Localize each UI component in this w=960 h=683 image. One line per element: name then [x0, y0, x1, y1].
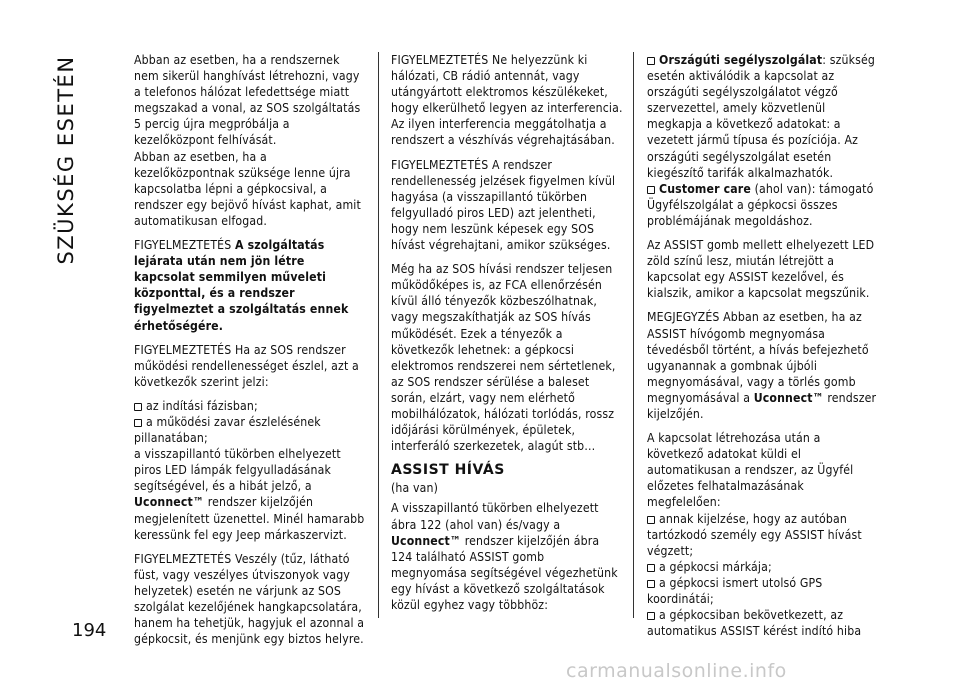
- list-item-title: Országúti segélyszolgálat: [659, 53, 823, 67]
- section-heading: ASSIST HÍVÁS: [391, 462, 505, 479]
- list-item: [647, 511, 879, 559]
- bullet-icon: [134, 419, 142, 427]
- chapter-title: SZÜKSÉG ESETÉN: [54, 55, 78, 265]
- text-run: rendszer kijelzőjén megjelenített üzenettel. Minél hamarabb keressünk fel egy Jeep márkaszervizt.: [134, 495, 365, 542]
- bullet-icon: [647, 57, 655, 65]
- paragraph: Abban az esetben, ha a rendszernek nem sikerül hanghívást létrehozni, vagy a telefonos hálózat lefedettsége miatt megszakad a vonal, az SOS szolgáltatás 5 percig újra megpróbálja a kezelőközpont felhívását.: [134, 53, 361, 148]
- list-item-title: Customer care: [659, 181, 751, 196]
- paragraph: [391, 500, 623, 613]
- list-item-text: az indítási fázisban;: [146, 398, 258, 413]
- list-item-text: a gépkocsiban bekövetkezett, az automatikus ASSIST kérést indító hiba: [647, 608, 862, 639]
- warning-paragraph: FIGYELMEZTETÉS Veszély (tűz, látható füst, vagy veszélyes útviszonyok vagy helyzetek) esetén ne várjunk az SOS szolgálat kezelőjének hangkapcsolatára, hanem ha tehetjük, hagyjuk el azonnal a gépkocsit, és menjünk egy biztos helyre.: [134, 551, 365, 647]
- bullet-icon: [647, 580, 655, 588]
- list-item-text: a gépkocsi ismert utolsó GPS koordinátái;: [647, 575, 823, 606]
- text-run: rendszer kijelzőjén ábra 124 található ASSIST gomb megnyomása segítségével végezhetünk egy hívást a következő szolgáltatások közül egyhez vagy többhöz:: [391, 533, 618, 612]
- paragraph: Még ha az SOS hívási rendszer teljesen működőképes is, az FCA ellenőrzésén kívül álló tényezők közbeszólhatnak, vagy megszakíthatják az SOS hívás működését. Ezek a tényezők a következők lehetnek: a gépkocsi elektromos rendszerei nem sértetlenek, az SOS rendszer sérülése a baleset során, elzárt, vagy nem elérhető mobilhálózatok, hálózati torlódás, rossz időjárási körülmények, épületek, interferáló szerkezetek, alagút stb…: [391, 262, 616, 454]
- text-column-3: [647, 52, 879, 639]
- text-run: rendszer kijelzőjén.: [647, 390, 877, 421]
- list-item-text: annak kijelzése, hogy az autóban tartózkodó személy egy ASSIST hívást végzett;: [647, 511, 862, 558]
- text-run: A visszapillantó tükörben elhelyezett ábra 122 (ahol van) és/vagy a: [391, 501, 599, 532]
- list-item: [647, 52, 879, 181]
- warning-text: A szolgáltatás lejárata után nem jön létre kapcsolat semmilyen műveleti központtal, és a rendszer figyelmeztet a szolgáltatás ennek érhetőségére.: [134, 238, 349, 333]
- warning-paragraph: [134, 237, 366, 334]
- brand-name: Uconnect™: [753, 390, 824, 405]
- paragraph: [134, 446, 366, 543]
- warning-paragraph: FIGYELMEZTETÉS Ha az SOS rendszer működési rendellenességet észlel, azt a következők szerint jelzi:: [134, 342, 359, 389]
- list-item: [134, 398, 366, 414]
- warning-label: FIGYELMEZTETÉS: [134, 238, 235, 253]
- note-paragraph: [647, 309, 879, 422]
- section-subheading: (ha van): [391, 481, 439, 496]
- list-item: [647, 559, 879, 575]
- list-item-text: (ahol van): támogató Ügyfélszolgálat a gépkocsi összes problémájának megoldáshoz.: [647, 181, 874, 228]
- list-item: [134, 414, 366, 446]
- brand-name: Uconnect™: [391, 533, 462, 548]
- text-run: MEGJEGYZÉS Abban az esetben, ha az ASSIST hívógomb megnyomása tévedésből történt, a hívás befejezhető ugyanannak a gombnak újbóli megnyomásával, vagy a törlés gomb megnyomásával a: [647, 310, 869, 405]
- text-column-2: [391, 52, 623, 621]
- bullet-icon: [134, 403, 142, 411]
- watermark: carmanualsonline.info: [566, 660, 787, 682]
- list-item: [647, 181, 879, 229]
- list-item-text: : szükség esetén aktiválódik a kapcsolat az országúti segélyszolgálatot végző szervezettel, amely közvetlenül megkapja a következő adatokat: a vezetett jármű típusa és pozíciója. Az országúti segélyszolgálat esetén kiegészítő tarifák alkalmazhatók.: [647, 53, 875, 180]
- text-column-1: [134, 52, 366, 655]
- text-run: a visszapillantó tükörben elhelyezett piros LED lámpák felgyulladásának segítségével, és a hibát jelző, a: [134, 447, 341, 494]
- bullet-icon: [647, 612, 655, 620]
- warning-paragraph: FIGYELMEZTETÉS Ne helyezzünk ki hálózati, CB rádió antennát, vagy utángyártott elektromos készülékeket, hogy elkerülhető legyen az interferencia. Az ilyen interferencia meggátolhatja a rendszert a vészhívás végrehajtásában.: [391, 53, 623, 148]
- paragraph: A kapcsolat létrehozása után a következő adatokat küldi el automatikusan a rendszer, az Ügyfél előzetes felhatalmazásának megfelelően:: [647, 431, 854, 510]
- list-item-text: a működési zavar észlelésének pillanatában;: [134, 414, 321, 446]
- bullet-icon: [647, 516, 655, 524]
- warning-paragraph: FIGYELMEZTETÉS A rendszer rendellenesség jelzések figyelmen kívül hagyása (a visszapillantó tükörben felgyulladó piros LED) azt jelentheti, hogy nem leszünk képesek egy SOS hívást végrehajtani, amikor szükséges.: [391, 157, 616, 253]
- column-divider: [378, 52, 379, 618]
- brand-name: Uconnect™: [134, 495, 205, 510]
- column-divider: [633, 52, 634, 618]
- paragraph: Abban az esetben, ha a kezelőközpontnak szüksége lenne újra kapcsolatba lépni a gépkocsival, a rendszer egy bejövő hívást kaphat, amit automatikusan elfogad.: [134, 149, 361, 228]
- bullet-icon: [647, 564, 655, 572]
- paragraph: Az ASSIST gomb mellett elhelyezett LED zöld színű lesz, miután létrejött a kapcsolat egy ASSIST kezelővel, és kialszik, amikor a kapcsolat megszűnik.: [647, 238, 875, 301]
- list-item: [647, 575, 879, 607]
- page-number: 194: [72, 620, 107, 641]
- list-item-text: a gépkocsi márkája;: [659, 559, 772, 574]
- bullet-icon: [647, 186, 655, 194]
- list-item: [647, 607, 879, 639]
